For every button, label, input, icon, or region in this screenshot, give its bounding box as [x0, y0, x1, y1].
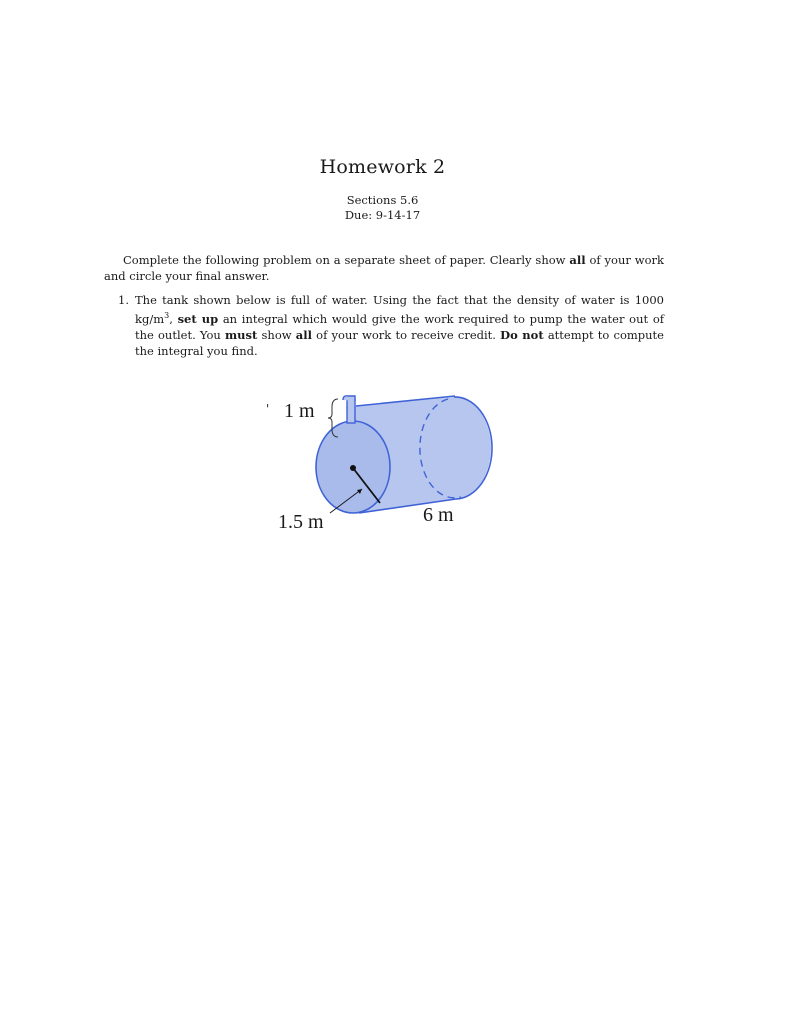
- intro-bold-all: all: [569, 253, 586, 267]
- problem-text-3: an integral which would give the work required to pump the water out of the outlet. You: [135, 311, 665, 342]
- tank-figure: [258, 385, 518, 545]
- problem-text: [135, 292, 664, 359]
- stray-mark: ': [266, 402, 270, 416]
- intro-paragraph: [104, 252, 664, 284]
- radius-label: 1.5 m: [278, 511, 324, 533]
- problem-text-1: The tank shown below is full of water. Using the fact that the density of water is 1000 kg/m: [135, 293, 664, 326]
- page-title: Homework 2: [319, 156, 446, 178]
- problem-text-2: ,: [169, 311, 178, 326]
- density-exponent: 3: [164, 311, 170, 320]
- problem-number: 1.: [118, 293, 129, 307]
- intro-text-2: of your work and circle your final answer.: [104, 253, 664, 283]
- outlet-pipe: [347, 399, 355, 423]
- bold-set-up: set up: [177, 311, 219, 326]
- intro-text-1: Complete the following problem on a separate sheet of paper. Clearly show: [123, 253, 570, 267]
- bold-all: all: [295, 327, 312, 342]
- problem-text-5: of your work to receive credit.: [311, 327, 501, 342]
- problem-text-6: attempt to compute the integral you find.: [135, 327, 664, 358]
- outlet-lip: [343, 396, 355, 401]
- bold-must: must: [225, 327, 258, 342]
- length-label: 6 m: [423, 504, 454, 526]
- sections-line: Sections 5.6: [346, 193, 419, 207]
- problem-text-4: show: [257, 327, 296, 342]
- problem-1: [118, 292, 664, 359]
- outlet-height-label: 1 m: [284, 400, 315, 422]
- bold-do-not: Do not: [500, 327, 544, 342]
- due-date: Due: 9-14-17: [344, 208, 421, 222]
